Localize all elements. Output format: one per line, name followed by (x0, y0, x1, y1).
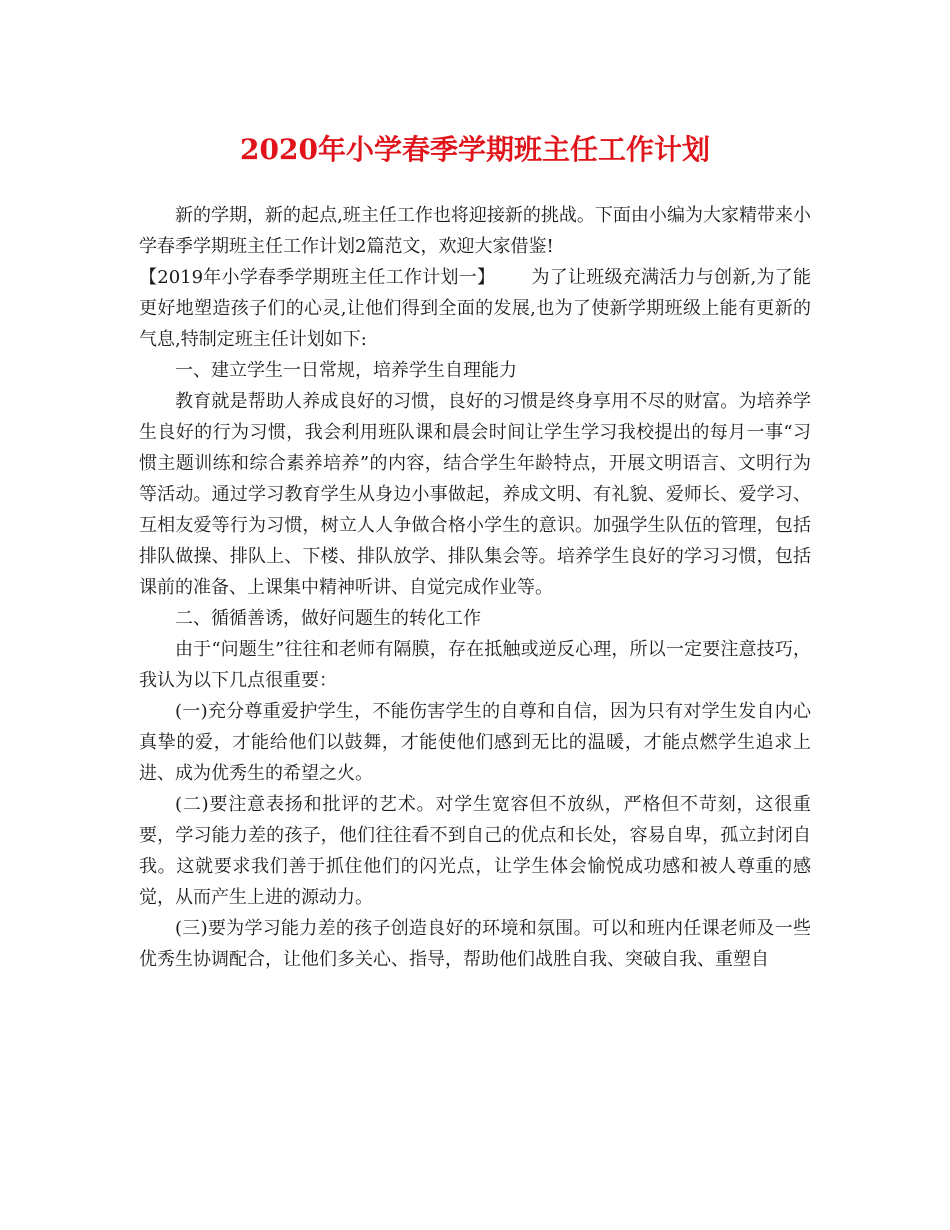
point-3-paragraph: (三)要为学习能力差的孩子创造良好的环境和氛围。可以和班内任课老师及一些优秀生协调配合，让他们多关心、指导，帮助他们战胜自我、突破自我、重塑自 (139, 918, 811, 970)
section-1-heading: 一、建立学生一日常规，培养学生自理能力 (175, 360, 517, 381)
document-title: 2020年小学春季学期班主任工作计划 (240, 133, 710, 166)
plan-heading-bracket: 【2019年小学春季学期班主任工作计划一】 (139, 267, 496, 288)
intro-paragraph: 新的学期，新的起点,班主任工作也将迎接新的挑战。下面由小编为大家精带来小学春季学期班主任工作计划2篇范文，欢迎大家借鉴! (139, 205, 811, 257)
plan-intro-text: 为了让班级充满活力与创新,为了能更好地塑造孩子们的心灵,让他们得到全面的发展,也为了使新学期班级上能有更新的气息,特制定班主任计划如下: (139, 267, 811, 350)
plan-heading-paragraph (139, 262, 811, 355)
point-1-paragraph: (一)充分尊重爱护学生，不能伤害学生的自尊和自信，因为只有对学生发自内心真挚的爱，才能给他们以鼓舞，才能使他们感到无比的温暖，才能点燃学生追求上进、成为优秀生的希望之火。 (139, 701, 811, 784)
point-2-paragraph: (二)要注意表扬和批评的艺术。对学生宽容但不放纵，严格但不苛刻，这很重要，学习能力差的孩子，他们往往看不到自己的优点和长处，容易自卑，孤立封闭自我。这就要求我们善于抓住他们的闪光点，让学生体会愉悦成功感和被人尊重的感觉，从而产生上进的源动力。 (139, 794, 811, 908)
section-2-heading: 二、循循善诱，做好问题生的转化工作 (175, 608, 481, 629)
section-2-body: 由于“问题生”往往和老师有隔膜，存在抵触或逆反心理，所以一定要注意技巧，我认为以下几点很重要： (139, 639, 811, 691)
document-body (139, 200, 811, 975)
section-1-body: 教育就是帮助人养成良好的习惯，良好的习惯是终身享用不尽的财富。为培养学生良好的行为习惯，我会利用班队课和晨会时间让学生学习我校提出的每月一事“习惯主题训练和综合素养培养”的内容，结合学生年龄特点，开展文明语言、文明行为等活动。通过学习教育学生从身边小事做起，养成文明、有礼貌、爱师长、爱学习、互相友爱等行为习惯，树立人人争做合格小学生的意识。加强学生队伍的管理，包括排队做操、排队上、下楼、排队放学、排队集会等。培养学生良好的学习习惯，包括课前的准备、上课集中精神听讲、自觉完成作业等。 (139, 391, 811, 598)
